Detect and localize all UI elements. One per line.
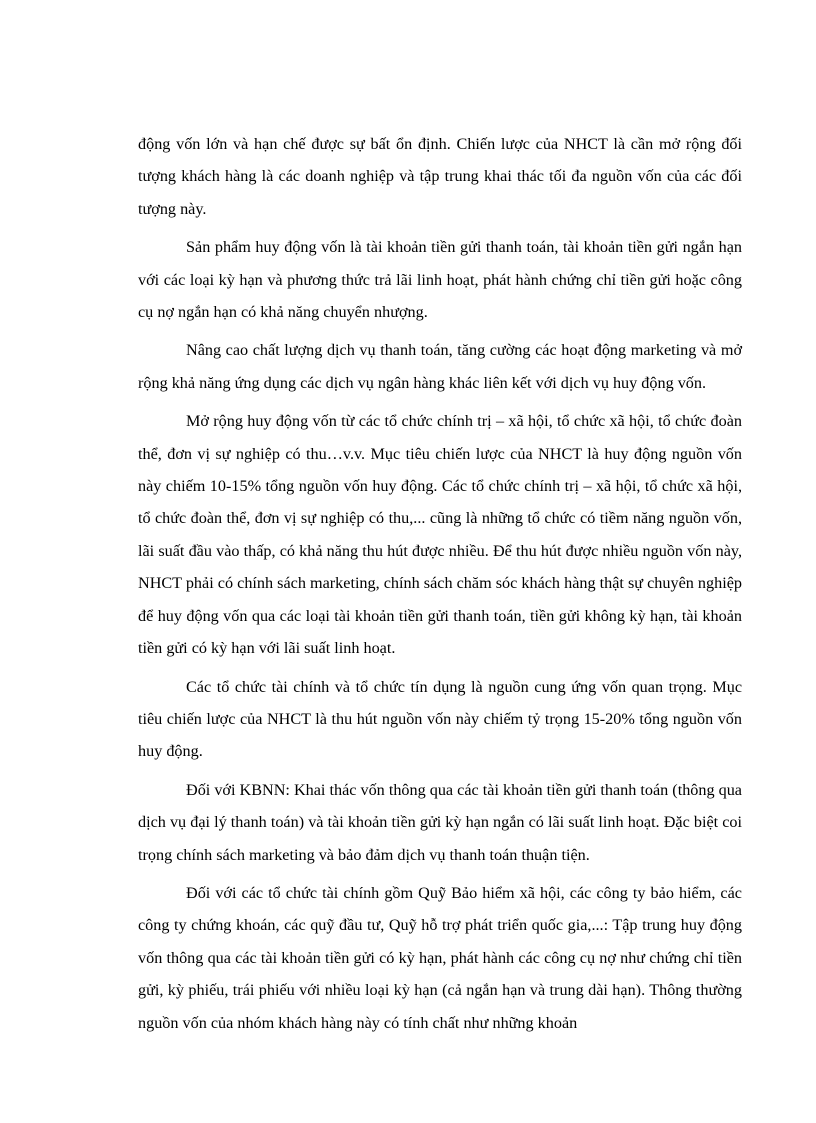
document-page [138, 128, 742, 1045]
paragraph-continuation: động vốn lớn và hạn chế được sự bất ổn định. Chiến lược của NHCT là cần mở rộng đối tượng khách hàng là các doanh nghiệp và tập trung khai thác tối đa nguồn vốn của các đối tượng này. [138, 135, 742, 218]
paragraph-state-treasury: Đối với KBNN: Khai thác vốn thông qua các tài khoản tiền gửi thanh toán (thông qua dịch vụ đại lý thanh toán) và tài khoản tiền gửi kỳ hạn ngắn có lãi suất linh hoạt. Đặc biệt coi trọng chính sách marketing và bảo đảm dịch vụ thanh toán thuận tiện. [138, 780, 742, 864]
paragraph-service-quality: Nâng cao chất lượng dịch vụ thanh toán, tăng cường các hoạt động marketing và mở rộng khả năng ứng dụng các dịch vụ ngân hàng khác liên kết với dịch vụ huy động vốn. [138, 341, 742, 392]
paragraph-financial-credit-institutions: Các tổ chức tài chính và tổ chức tín dụng là nguồn cung ứng vốn quan trọng. Mục tiêu chiến lược của NHCT là thu hút nguồn vốn này chiếm tỷ trọng 15-20% tổng nguồn vốn huy động. [138, 677, 742, 761]
paragraph-financial-organizations: Đối với các tổ chức tài chính gồm Quỹ Bảo hiểm xã hội, các công ty bảo hiểm, các công ty chứng khoán, các quỹ đầu tư, Quỹ hỗ trợ phát triển quốc gia,...: Tập trung huy động vốn thông qua các tài khoản tiền gửi có kỳ hạn, phát hành các công cụ nợ như chứng chỉ tiền gửi, kỳ phiếu, trái phiếu với nhiều loại kỳ hạn (cả ngắn hạn và trung dài hạn). Thông thường nguồn vốn của nhóm khách hàng này có tính chất như những khoản [138, 883, 742, 1032]
paragraph-political-social-organizations: Mở rộng huy động vốn từ các tổ chức chính trị – xã hội, tổ chức xã hội, tổ chức đoàn thể, đơn vị sự nghiệp có thu…v.v. Mục tiêu chiến lược của NHCT là huy động nguồn vốn này chiếm 10-15% tổng nguồn vốn huy động. Các tổ chức chính trị – xã hội, tổ chức xã hội, tổ chức đoàn thể, đơn vị sự nghiệp có thu,... cũng là những tổ chức có tiềm năng nguồn vốn, lãi suất đầu vào thấp, có khả năng thu hút được nhiều. Để thu hút được nhiều nguồn vốn này, NHCT phải có chính sách marketing, chính sách chăm sóc khách hàng thật sự chuyên nghiệp để huy động vốn qua các loại tài khoản tiền gửi thanh toán, tiền gửi không kỳ hạn, tài khoản tiền gửi có kỳ hạn với lãi suất linh hoạt. [138, 412, 742, 658]
paragraph-deposit-products: Sản phẩm huy động vốn là tài khoản tiền gửi thanh toán, tài khoản tiền gửi ngắn hạn với các loại kỳ hạn và phương thức trả lãi linh hoạt, phát hành chứng chỉ tiền gửi hoặc công cụ nợ ngắn hạn có khả năng chuyển nhượng. [138, 238, 742, 322]
